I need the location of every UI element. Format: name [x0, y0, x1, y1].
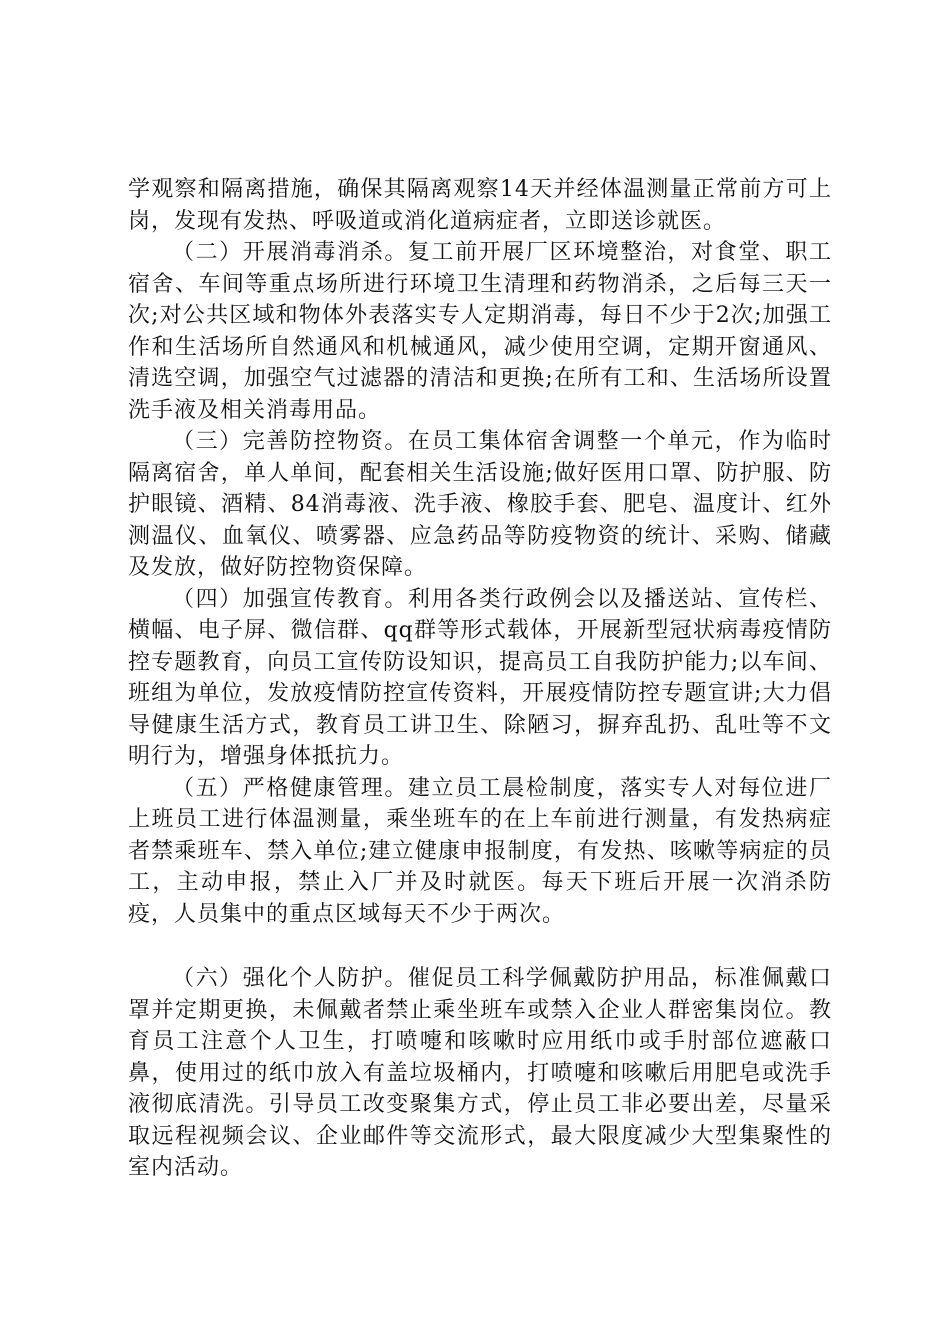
- paragraph-supplies: （三）完善防控物资。在员工集体宿舍调整一个单元，作为临时隔离宿舍，单人单间，配套相关生活设施;做好医用口罩、防护服、防护眼镜、酒精、84消毒液、洗手液、橡胶手套、肥皂、温度计、红外测温仪、血氧仪、喷雾器、应急药品等防疫物资的统计、采购、储藏及发放，做好防控物资保障。: [128, 429, 832, 580]
- paragraph-disinfection: （二）开展消毒消杀。复工前开展厂区环境整治，对食堂、职工宿舍、车间等重点场所进行环境卫生清理和药物消杀，之后每三天一次;对公共区域和物体外表落实专人定期消毒，每日不少于2次;加强工作和生活场所自然通风和机械通风，减少使用空调，定期开窗通风、清选空调，加强空气过滤器的清洁和更换;在所有工和、生活场所设置洗手液及相关消毒用品。: [128, 240, 832, 423]
- paragraph-health-management: （五）严格健康管理。建立员工晨检制度，落实专人对每位进厂上班员工进行体温测量，乘坐班车的在上车前进行测量，有发热病症者禁乘班车、禁入单位;建立健康申报制度，有发热、咳嗽等病症的员工，主动申报，禁止入厂并及时就医。每天下班后开展一次消杀防疫，人员集中的重点区域每天不少于两次。: [128, 775, 832, 927]
- paragraph-personal-protection: （六）强化个人防护。催促员工科学佩戴防护用品，标准佩戴口罩并定期更换，未佩戴者禁止乘坐班车或禁入企业人群密集岗位。教育员工注意个人卫生，打喷嚏和咳嗽时应用纸巾或手肘部位遮蔽口鼻，使用过的纸巾放入有盖垃圾桶内，打喷嚏和咳嗽后用肥皂或洗手液彻底清洗。引导员工改变聚集方式，停止员工非必要出差，尽量采取远程视频会议、企业邮件等交流形式，最大限度减少大型集聚性的室内活动。: [128, 966, 832, 1180]
- paragraph-continuation: 学观察和隔离措施，确保其隔离观察14天并经体温测量正常前方可上岗，发现有发热、呼吸道或消化道病症者，立即送诊就医。: [128, 177, 832, 234]
- paragraph-education: （四）加强宣传教育。利用各类行政例会以及播送站、宣传栏、横幅、电子屏、微信群、qq群等形式载体，开展新型冠状病毒疫情防控专题教育，向员工宣传防设知识，提高员工自我防护能力;以车间、班组为单位，发放疫情防控宣传资料，开展疫情防控专题宣讲;大力倡导健康生活方式，教育员工讲卫生、除陋习，摒弃乱扔、乱吐等不文明行为，增强身体抵抗力。: [128, 586, 832, 769]
- document-body: [128, 174, 832, 1184]
